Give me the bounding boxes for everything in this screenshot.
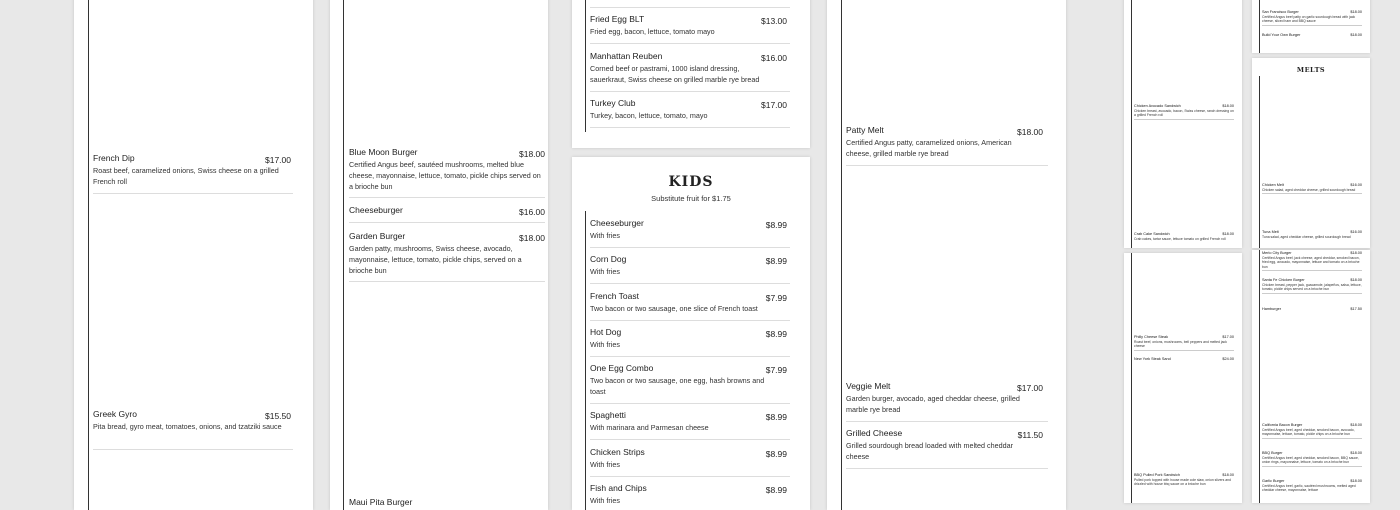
item-name: Greek Gyro	[93, 409, 137, 419]
divider	[349, 222, 545, 223]
item-name: Cheeseburger	[590, 218, 644, 228]
divider	[349, 197, 545, 198]
item-name: Garden Burger	[349, 231, 406, 241]
item-price: $8.99	[765, 256, 787, 266]
menu-page-2	[330, 0, 548, 510]
thumbnail-item-name: Santa Fe Chicken Burger	[1262, 278, 1305, 282]
divider	[846, 165, 1048, 166]
thumbnail-item	[1134, 104, 1234, 122]
thumbnail-item-description: Roast beef, onions, mushrooms, bell peppers and melted jack cheese	[1134, 339, 1227, 349]
menu-page-4	[827, 0, 1066, 510]
item-price: $16.00	[519, 207, 545, 217]
item-name: French Toast	[590, 291, 639, 301]
thumbnail-item-price: $18.00	[1350, 479, 1362, 483]
thumbnail-item-description: Chicken breast, avocado, bacon, Swiss cheese, ranch dressing on a grilled French roll	[1134, 108, 1234, 118]
thumbnail-item-description: Certified Angus beef patty on garlic sourdough bread with jack cheese, sliced ham and BBQ sauce	[1262, 14, 1356, 24]
thumbnail-item	[1262, 307, 1362, 315]
item-description: Corned beef or pastrami, 1000 island dressing, sauerkraut, Swiss cheese on grilled marble rye bread	[590, 64, 760, 84]
thumbnail-item-name: California Bacon Burger	[1262, 423, 1303, 427]
thumbnail-item-price: $18.00	[1350, 10, 1362, 14]
item-name: French Dip	[93, 153, 135, 163]
thumbnail-item-price: $18.00	[1222, 232, 1234, 236]
thumbnail-item-name: BBQ Burger	[1262, 451, 1283, 455]
thumbnail-item	[1134, 335, 1234, 353]
item-name: Corn Dog	[590, 254, 627, 264]
item-description: Turkey, bacon, lettuce, tomato, mayo	[590, 111, 708, 120]
item-price: $7.99	[765, 365, 787, 375]
item-description: Roast beef, caramelized onions, Swiss cheese on a grilled French roll	[93, 166, 279, 186]
thumbnail-page-b	[1124, 253, 1242, 503]
thumbnail-item-name: Hamburger	[1262, 307, 1281, 311]
thumbnail-item-name: Garlic Burger	[1262, 479, 1285, 483]
divider	[1262, 270, 1362, 271]
item-description: With fries	[590, 496, 620, 505]
item-price: $8.99	[765, 329, 787, 339]
divider	[1262, 466, 1362, 467]
thumbnail-item-name: San Francisco Burger	[1262, 10, 1299, 14]
divider	[1262, 438, 1362, 439]
item-price: $8.99	[765, 220, 787, 230]
item-price: $11.50	[1017, 430, 1043, 440]
divider	[590, 356, 790, 357]
section-title: MELTS	[1296, 66, 1326, 74]
item-price: $8.99	[765, 412, 787, 422]
thumbnail-item-name: Crab Cake Sandwich	[1134, 232, 1170, 236]
thumbnail-item-price: $18.00	[1350, 423, 1362, 427]
thumbnail-item-name: Tuna Melt	[1262, 230, 1279, 234]
item-name: Chicken Strips	[590, 447, 645, 457]
thumbnail-item	[1262, 230, 1362, 246]
thumbnail-item	[1262, 451, 1362, 475]
divider	[93, 449, 293, 450]
thumbnail-item	[1262, 479, 1362, 501]
item-price: $17.00	[1017, 383, 1043, 393]
divider	[590, 320, 790, 321]
thumbnail-item-description: Certified Angus beef, garlic, sautéed mushrooms, melted aged cheddar cheese, mayonnaise, lettuce	[1262, 483, 1356, 493]
thumbnail-item	[1262, 33, 1362, 41]
item-price: $8.99	[765, 449, 787, 459]
column-rule	[88, 0, 89, 510]
item-price: $16.00	[761, 53, 787, 63]
divider	[846, 421, 1048, 422]
thumbnail-item-price: $18.00	[1350, 278, 1362, 282]
thumbnail-item-name: Merlo City Burger	[1262, 251, 1292, 255]
item-price: $17.00	[265, 155, 291, 165]
thumbnail-item	[1134, 232, 1234, 246]
column-rule	[1259, 76, 1260, 248]
divider	[349, 281, 545, 282]
thumbnail-item-name: Build Your Own Burger	[1262, 33, 1301, 37]
item-description: With fries	[590, 231, 620, 240]
thumbnail-item-description: Certified Angus beef, aged cheddar, smoked bacon, BBQ sauce, onion rings, mayonnaise, lettuce, tomato on a brioche bun	[1262, 455, 1359, 465]
divider	[1262, 293, 1362, 294]
thumbnail-page-a	[1124, 0, 1242, 248]
column-rule	[1131, 0, 1132, 248]
item-price: $13.00	[761, 16, 787, 26]
thumbnail-item-price: $16.00	[1350, 230, 1362, 234]
item-name: Grilled Cheese	[846, 428, 903, 438]
thumbnail-item-price: $18.00	[1222, 104, 1234, 108]
item-name: Manhattan Reuben	[590, 51, 663, 61]
item-description: Garden burger, avocado, aged cheddar cheese, grilled marble rye bread	[846, 394, 1020, 414]
thumbnail-item	[1134, 357, 1234, 365]
item-description: Certified Angus beef, sautéed mushrooms, melted blue cheese, mayonnaise, lettuce, tomato, pickle chips served on a brioche bun	[349, 160, 541, 191]
thumbnail-item-name: BBQ Pulled Pork Sandwich	[1134, 473, 1181, 477]
divider	[590, 43, 790, 44]
divider	[590, 7, 790, 8]
thumbnail-item	[1262, 183, 1362, 199]
thumbnail-item-price: $17.50	[1350, 307, 1362, 311]
divider	[1262, 193, 1362, 194]
thumbnail-item-description: Tuna salad, aged cheddar cheese, grilled sourdough bread	[1262, 234, 1351, 239]
item-price: $15.50	[265, 411, 291, 421]
item-description: With fries	[590, 267, 620, 276]
thumbnail-item-price: $16.00	[1350, 183, 1362, 187]
divider	[93, 193, 293, 194]
thumbnail-item-price: $18.00	[1350, 451, 1362, 455]
thumbnail-page-e	[1252, 250, 1370, 503]
item-price: $7.99	[765, 293, 787, 303]
item-price: $8.99	[765, 485, 787, 495]
item-description: Two bacon or two sausage, one egg, hash browns and toast	[590, 376, 765, 396]
divider	[1262, 25, 1362, 26]
thumbnail-item-price: $18.00	[1222, 473, 1234, 477]
thumbnail-item	[1262, 251, 1362, 275]
item-description: Grilled sourdough bread loaded with melted cheddar cheese	[846, 441, 1014, 461]
divider	[590, 283, 790, 284]
item-price: $18.00	[1017, 127, 1043, 137]
item-name: Fish and Chips	[590, 483, 647, 493]
item-name: Fried Egg BLT	[590, 14, 645, 24]
item-description: With fries	[590, 340, 620, 349]
item-price: $17.00	[761, 100, 787, 110]
thumbnail-item-price: $18.00	[1350, 251, 1362, 255]
divider	[590, 403, 790, 404]
item-price: $18.00	[519, 149, 545, 159]
divider	[1134, 350, 1234, 351]
thumbnail-item-description: Certified Angus beef, aged cheddar, smoked bacon, avocado, mayonnaise, lettuce, tomato, pickle chips on a brioche bun	[1262, 427, 1355, 437]
thumbnail-item-description: Chicken breast, pepper jack, guacamole, jalapeños, salsa, lettuce, tomato, pickle chips served on a brioche bun	[1262, 282, 1362, 292]
thumbnail-page-c	[1252, 0, 1370, 53]
thumbnail-item-name: New York Steak Sand	[1134, 357, 1171, 361]
item-name: Blue Moon Burger	[349, 147, 418, 157]
thumbnail-item-description: Crab cakes, tartar sauce, lettuce tomato on grilled French roll	[1134, 236, 1226, 241]
column-rule	[585, 0, 586, 132]
divider	[590, 247, 790, 248]
item-description: With fries	[590, 460, 620, 469]
item-description: Pita bread, gyro meat, tomatoes, onions, and tzatziki sauce	[93, 422, 282, 431]
divider	[590, 127, 790, 128]
item-description: Garden patty, mushrooms, Swiss cheese, avocado, mayonnaise, lettuce, tomato, pickle chips, served on a brioche bun	[349, 244, 522, 275]
section-subtitle: Substitute fruit for $1.75	[651, 194, 731, 203]
item-name: Cheeseburger	[349, 205, 403, 215]
menu-page-3-top	[572, 0, 810, 148]
item-name: Veggie Melt	[846, 381, 891, 391]
divider	[590, 476, 790, 477]
column-rule	[1131, 253, 1132, 503]
thumbnail-item-name: Philly Cheese Steak	[1134, 335, 1168, 339]
item-description: Certified Angus patty, caramelized onions, American cheese, grilled marble rye bread	[846, 138, 1012, 158]
item-name: Hot Dog	[590, 327, 622, 337]
item-description: With marinara and Parmesan cheese	[590, 423, 709, 432]
divider	[846, 468, 1048, 469]
column-rule	[1259, 0, 1260, 53]
item-description: Fried egg, bacon, lettuce, tomato mayo	[590, 27, 715, 36]
item-name: Turkey Club	[590, 98, 636, 108]
item-name: Patty Melt	[846, 125, 884, 135]
column-rule	[841, 0, 842, 510]
thumbnail-item-price: $24.00	[1222, 357, 1234, 361]
thumbnail-item-description: Pulled pork topped with house made cole slaw, onion slivers and drizzled with house bbq sauce on a brioche bun	[1134, 477, 1231, 487]
thumbnail-page-d	[1252, 58, 1370, 248]
section-title: KIDS	[668, 174, 714, 190]
menu-page-kids	[572, 157, 810, 510]
thumbnail-item-description: Chicken salad, aged cheddar cheese, grilled sourdough bread	[1262, 187, 1356, 192]
thumbnail-item-name: Chicken Melt	[1262, 183, 1284, 187]
thumbnail-item	[1262, 10, 1362, 30]
divider	[590, 439, 790, 440]
thumbnail-item	[1262, 278, 1362, 302]
column-rule	[343, 0, 344, 510]
column-rule	[585, 211, 586, 510]
divider	[590, 91, 790, 92]
thumbnail-item	[1134, 473, 1234, 497]
menu-page-1	[74, 0, 313, 510]
item-name: Spaghetti	[590, 410, 626, 420]
thumbnail-item-name: Chicken Avocado Sandwich	[1134, 104, 1181, 108]
column-rule	[1259, 250, 1260, 503]
item-name: One Egg Combo	[590, 363, 654, 373]
item-price: $18.00	[519, 233, 545, 243]
thumbnail-item	[1262, 423, 1362, 447]
item-description: Two bacon or two sausage, one slice of French toast	[590, 304, 758, 313]
thumbnail-item-price: $18.00	[1350, 33, 1362, 37]
item-name: Maui Pita Burger	[349, 497, 413, 507]
thumbnail-item-description: Certified Angus beef, jack cheese, aged cheddar, smoked bacon, fried egg, avocado, mayonnaise, lettuce and tomato on a brioche bun	[1262, 255, 1360, 269]
thumbnail-item-price: $17.00	[1222, 335, 1234, 339]
divider	[1134, 119, 1234, 120]
